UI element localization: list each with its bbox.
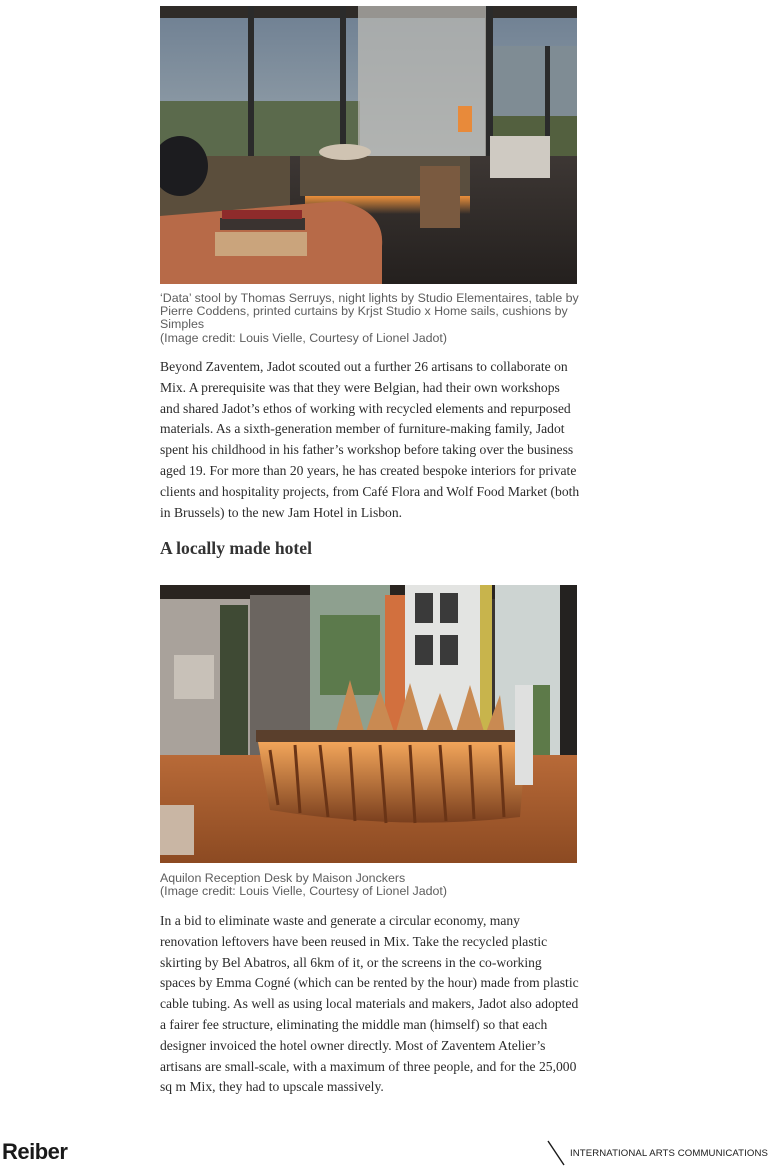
reception-desk-illustration bbox=[160, 585, 577, 863]
caption-credit: (Image credit: Louis Vielle, Courtesy of Lionel Jadot) bbox=[160, 330, 447, 345]
hotel-room-illustration bbox=[160, 6, 577, 284]
body-paragraph: Beyond Zaventem, Jadot scouted out a further 26 artisans to collaborate on Mix. A prerequisite was that they were Belgian, had their own workshops and shared Jadot’s ethos of working with recycled elements and repurposed materials. As a sixth-generation member of furniture-making family, Jadot spent his childhood in his father’s workshop before taking over the business aged 19. For more than 20 years, he has created bespoke interiors for private clients and hospitality projects, from Café Flora and Wolf Food Market (both in Brussels) to the new Jam Hotel in Lisbon. bbox=[160, 359, 580, 520]
caption-text: ‘Data’ stool by Thomas Serruys, night lights by Studio Elementaires, table by Pierre Coddens, printed curtains by Krjst Studio x Home sails, cushions by Simples bbox=[160, 291, 579, 332]
reception-desk-photo bbox=[160, 585, 577, 863]
hotel-room-photo bbox=[160, 6, 577, 284]
footer-tagline-group bbox=[546, 1140, 768, 1166]
photo-caption bbox=[160, 872, 580, 898]
slash-icon bbox=[546, 1140, 568, 1166]
reiber-logo: Reiber bbox=[2, 1139, 68, 1164]
photo-caption bbox=[160, 292, 580, 345]
footer-tagline: INTERNATIONAL ARTS COMMUNICATIONS bbox=[569, 1147, 768, 1159]
caption-text: Aquilon Reception Desk by Maison Jonckers bbox=[160, 871, 406, 885]
body-paragraph: In a bid to eliminate waste and generate a circular economy, many renovation leftovers have been reused in Mix. Take the recycled plastic skirting by Bel Abatros, all 6km of it, or the screens in the co-working spaces by Emma Cogné (which can be rented by the hour) made from plastic cable tubing. As well as using local materials and makers, Jadot also adopted a fairer fee structure, eliminating the middle man (himself) so that each designer invoiced the hotel owner directly. Most of Zaventem Atelier’s artisans are small-scale, with a maximum of three people, and for the 25,000 sq m Mix, they had to upscale massively. bbox=[160, 913, 579, 1095]
caption-credit: (Image credit: Louis Vielle, Courtesy of Lionel Jadot) bbox=[160, 884, 447, 899]
section-heading: A locally made hotel bbox=[160, 538, 312, 558]
